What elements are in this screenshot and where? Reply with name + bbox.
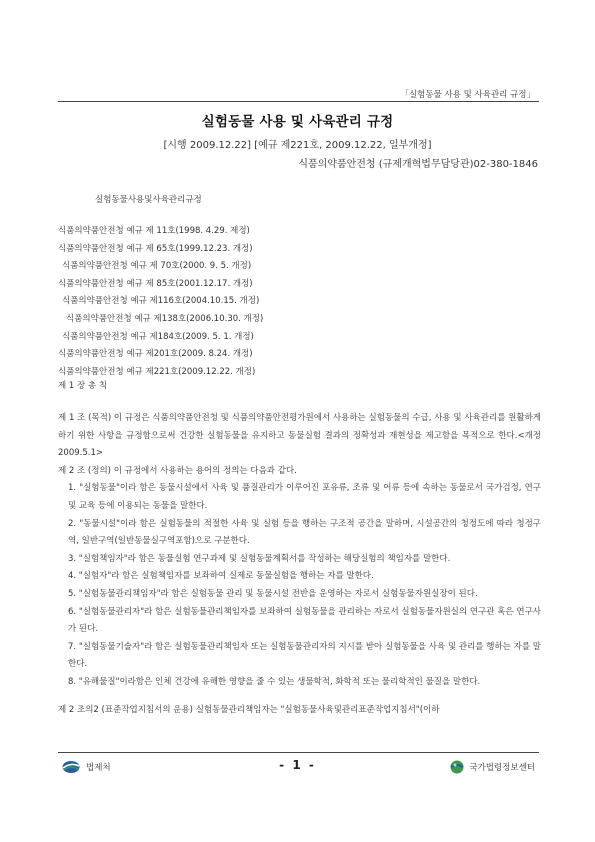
running-header: 「실험동물 사용 및 사육관리 규정」 <box>400 90 535 100</box>
footer-right-label: 국가법령정보센터 <box>469 763 535 773</box>
section-name: 실험동물사용및사육관리규정 <box>95 195 202 205</box>
article-body <box>58 410 541 719</box>
header-rule <box>58 101 539 102</box>
amendment-item: 식품의약품안전청 예규 제 65호(1999.12.23. 개정) <box>58 243 253 254</box>
chapter-heading: 제 1 장 총 칙 <box>58 381 108 391</box>
amendment-item: 식품의약품안전청 예규 제 85호(2001.12.17. 개정) <box>58 278 253 289</box>
definition-item: 4. "실험자"라 함은 실험책임자를 보좌하여 실제로 동물실험을 행하는 자를 말한다. <box>68 571 374 582</box>
amendment-item: 식품의약품안전청 예규 제116호(2004.10.15. 개정) <box>62 296 260 307</box>
footer-right <box>450 760 535 774</box>
amendment-item: 식품의약품안전청 예규 제184호(2009. 5. 1. 개정) <box>62 331 254 342</box>
law-center-globe-icon <box>450 760 464 774</box>
amendment-list <box>58 223 263 381</box>
definition-item: 6. "실험동물관리자"라 함은 실험동물관리책임자를 보좌하여 실험동물을 관리하는 자로서 실험동물자원실의 연구관 혹은 연구사가 된다. <box>68 606 541 635</box>
definition-item: 2. "동물시설"이라 함은 실험동물의 적절한 사육 및 실험 등을 행하는 구조적 공간을 말하며, 시설공간의 청정도에 따라 청정구역, 일반구역(일반동물실구역포함)으로 구분한다. <box>68 518 541 547</box>
definition-item: 8. "유해물질"이라함은 인체 건강에 유해한 영향을 줄 수 있는 생물학적, 화학적 또는 물리학적인 물질을 말한다. <box>68 676 481 687</box>
document-agency: 식품의약품안전청 (규제개혁법무담당관)02-380-1846 <box>298 159 538 170</box>
definition-item: 1. "실험동물"이라 함은 동물시설에서 사육 및 품질관리가 이루어진 포유류, 조류 및 어류 등에 속하는 동물로서 국가검정, 연구 및 교육 등에 이용되는 동물을 말한다. <box>68 483 541 511</box>
amendment-item: 식품의약품안전청 예규 제 70호(2000. 9. 5. 개정) <box>62 261 252 272</box>
definition-item: 3. "실험책임자"라 함은 동물실험 연구과제 및 실험동물계획서를 작성하는 해당실험의 책임자를 말한다. <box>68 553 451 564</box>
article-2-intro: 제 2 조 (정의) 이 규정에서 사용하는 용어의 정의는 다음과 같다. <box>58 465 297 476</box>
definition-item: 5. "실험동물관리책임자"라 함은 실험동물 관리 및 동물시설 전반을 운영하는 자로서 실험동물자원실장이 된다. <box>68 588 478 599</box>
amendment-item: 식품의약품안전청 예규 제138호(2006.10.30. 개정) <box>66 313 264 324</box>
amendment-item: 식품의약품안전청 예규 제201호(2009. 8.24. 개정) <box>58 349 253 360</box>
article-2-2: 제 2 조의2 (표준작업지침서의 운용) 실험동물관리책임자는 "실험동물사육및관리표준작업지침서"(이하 <box>58 704 440 715</box>
article-1: 제 1 조 (목적) 이 규정은 식품의약품안전청 및 식품의약품안전평가원에서 사용하는 실험동물의 수급, 사용 및 사육관리를 원활하게 하기 위한 사항을 규정함으로써 건강한 실험동물을 유지하고 동물실험 결과의 정확성과 재현성을 제고함을 목적으로 한다.<개정 2009.5.1> <box>58 413 541 459</box>
definition-item: 7. "실험동물기술자"라 함은 실험동물관리책임자 또는 실험동물관리자의 지시를 받아 실험동물을 사육 및 관리를 행하는 자를 말한다. <box>68 641 541 670</box>
page-number: - 1 - <box>279 758 316 772</box>
amendment-item: 식품의약품안전청 예규 제 11호(1998. 4.29. 제정) <box>58 226 250 236</box>
page-title: 실험동물 사용 및 사육관리 규정 <box>201 114 394 130</box>
footer-rule <box>58 752 539 753</box>
document-meta: [시행 2009.12.22] [예규 제221호, 2009.12.22, 일부개정] <box>163 140 432 151</box>
amendment-item: 식품의약품안전청 예규 제221호(2009.12.22. 개정) <box>58 366 256 377</box>
footer-left-label: 법제처 <box>86 763 111 773</box>
